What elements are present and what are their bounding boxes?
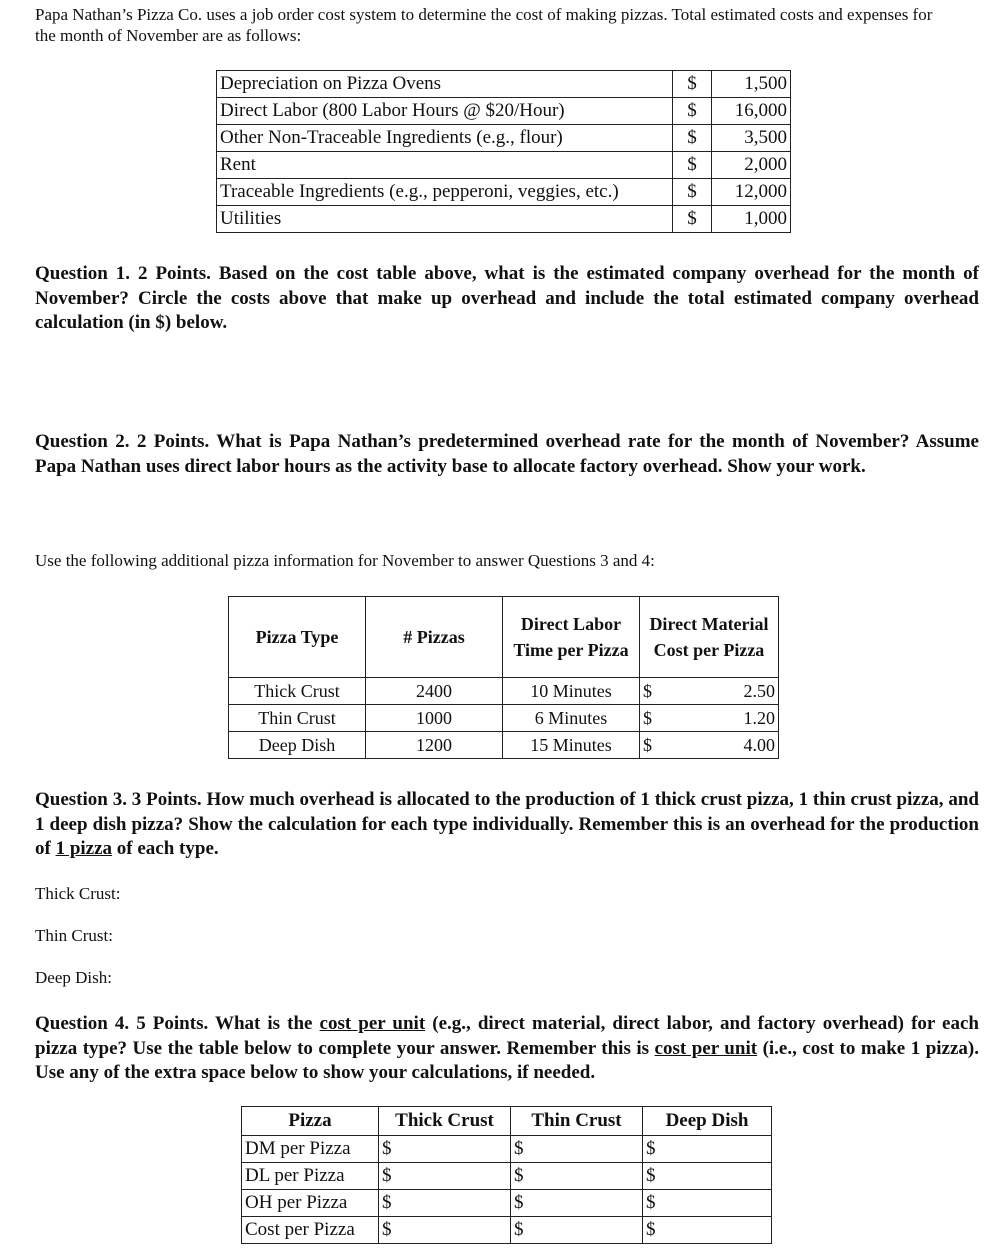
cost-table xyxy=(216,70,791,233)
cost-item: Direct Labor (800 Labor Hours @ $20/Hour) xyxy=(217,98,673,125)
answer-label-thick: Thick Crust: xyxy=(35,884,121,903)
answer-cell[interactable]: $ xyxy=(379,1163,511,1190)
table-row xyxy=(229,678,779,705)
header-deep-dish: Deep Dish xyxy=(643,1107,772,1136)
answer-cell[interactable]: $ xyxy=(643,1163,772,1190)
pizza-info-table xyxy=(228,596,779,759)
material-cost: 4.00 xyxy=(666,732,779,759)
currency: $ xyxy=(640,732,667,759)
answer-cell[interactable]: $ xyxy=(643,1190,772,1217)
row-label: Cost per Pizza xyxy=(242,1217,379,1244)
currency: $ xyxy=(673,98,712,125)
cost-amount: 16,000 xyxy=(712,98,791,125)
header-pizza: Pizza xyxy=(242,1107,379,1136)
header-material-cost: Direct Material Cost per Pizza xyxy=(640,597,779,678)
pizza-count: 1200 xyxy=(366,732,503,759)
question-4-text: Question 4. 5 Points. What is the xyxy=(35,1013,320,1034)
cost-amount: 2,000 xyxy=(712,152,791,179)
question-4-underlined: cost per unit xyxy=(654,1037,758,1059)
question-4-text: (e.g., direct material, direct labor, and factory overhead) for each pizza type? Use the table below to complete your answer. Remember this is xyxy=(35,1013,979,1059)
pizza-count: 2400 xyxy=(366,678,503,705)
table-row xyxy=(217,98,791,125)
table-row xyxy=(229,732,779,759)
answer-label-thin: Thin Crust: xyxy=(35,926,113,945)
table-row xyxy=(217,152,791,179)
cost-item: Rent xyxy=(217,152,673,179)
row-label: OH per Pizza xyxy=(242,1190,379,1217)
answer-cell[interactable]: $ xyxy=(511,1136,643,1163)
currency: $ xyxy=(673,152,712,179)
intro-text: Papa Nathan’s Pizza Co. uses a job order cost system to determine the cost of making pizzas. Total estimated costs and expenses for the month of November are as follows: xyxy=(35,5,933,45)
question-2: Question 2. 2 Points. What is Papa Nathan’s predetermined overhead rate for the month of November? Assume Papa Nathan uses direct labor hours as the activity base to allocate factory overhead. Show your work. xyxy=(35,431,979,477)
answer-cell[interactable]: $ xyxy=(379,1190,511,1217)
header-thin-crust: Thin Crust xyxy=(511,1107,643,1136)
cost-amount: 1,500 xyxy=(712,71,791,98)
question-4-text-end: (i.e., cost to make 1 pizza). Use any of the extra space below to show your calculations, if needed. xyxy=(35,1037,980,1083)
labor-time: 15 Minutes xyxy=(503,732,640,759)
answer-cell[interactable]: $ xyxy=(511,1217,643,1244)
question-1: Question 1. 2 Points. Based on the cost table above, what is the estimated company overhead for the month of November? Circle the costs above that make up overhead and include the total estimated company overhead calculation (in $) below. xyxy=(35,263,979,333)
table-row xyxy=(242,1217,772,1244)
currency: $ xyxy=(673,179,712,206)
answer-cell[interactable]: $ xyxy=(643,1136,772,1163)
cost-amount: 3,500 xyxy=(712,125,791,152)
question-3 xyxy=(35,788,979,862)
table-row xyxy=(217,71,791,98)
table-row xyxy=(217,125,791,152)
cost-amount: 12,000 xyxy=(712,179,791,206)
labor-time: 10 Minutes xyxy=(503,678,640,705)
answer-cell[interactable]: $ xyxy=(379,1217,511,1244)
header-num-pizzas: # Pizzas xyxy=(366,597,503,678)
unit-cost-table xyxy=(241,1106,772,1244)
question-3-underlined: 1 pizza xyxy=(55,838,113,859)
answer-cell[interactable]: $ xyxy=(511,1190,643,1217)
cost-item: Depreciation on Pizza Ovens xyxy=(217,71,673,98)
pizza-type: Thin Crust xyxy=(229,705,366,732)
cost-item: Other Non-Traceable Ingredients (e.g., flour) xyxy=(217,125,673,152)
header-labor-time: Direct Labor Time per Pizza xyxy=(503,597,640,678)
answer-cell[interactable]: $ xyxy=(379,1136,511,1163)
pizza-count: 1000 xyxy=(366,705,503,732)
cost-amount: 1,000 xyxy=(712,206,791,233)
answer-cell[interactable]: $ xyxy=(511,1163,643,1190)
currency: $ xyxy=(673,206,712,233)
table-row xyxy=(242,1163,772,1190)
table-row xyxy=(217,179,791,206)
currency: $ xyxy=(673,71,712,98)
currency: $ xyxy=(673,125,712,152)
answer-cell[interactable]: $ xyxy=(643,1217,772,1244)
question-3-text: Question 3. 3 Points. How much overhead is allocated to the production of 1 thick crust pizza, 1 thin crust pizza, and 1 deep dish pizza? Show the calculation for each type individually. Remember this is an overhead for the production of xyxy=(35,789,979,859)
answer-label-deep: Deep Dish: xyxy=(35,968,112,987)
pizza-type: Thick Crust xyxy=(229,678,366,705)
question-4 xyxy=(35,1012,979,1086)
row-label: DL per Pizza xyxy=(242,1163,379,1190)
table-row xyxy=(242,1136,772,1163)
table-row xyxy=(242,1190,772,1217)
cost-item: Utilities xyxy=(217,206,673,233)
additional-info-text: Use the following additional pizza information for November to answer Questions 3 and 4: xyxy=(35,551,655,570)
currency: $ xyxy=(640,678,667,705)
labor-time: 6 Minutes xyxy=(503,705,640,732)
question-3-text-end: of each type. xyxy=(112,838,219,859)
table-row xyxy=(229,705,779,732)
header-pizza-type: Pizza Type xyxy=(229,597,366,678)
table-row xyxy=(217,206,791,233)
header-thick-crust: Thick Crust xyxy=(379,1107,511,1136)
cost-item: Traceable Ingredients (e.g., pepperoni, veggies, etc.) xyxy=(217,179,673,206)
question-4-underlined: cost per unit xyxy=(319,1013,426,1034)
pizza-type: Deep Dish xyxy=(229,732,366,759)
material-cost: 1.20 xyxy=(666,705,779,732)
row-label: DM per Pizza xyxy=(242,1136,379,1163)
material-cost: 2.50 xyxy=(666,678,779,705)
currency: $ xyxy=(640,705,667,732)
